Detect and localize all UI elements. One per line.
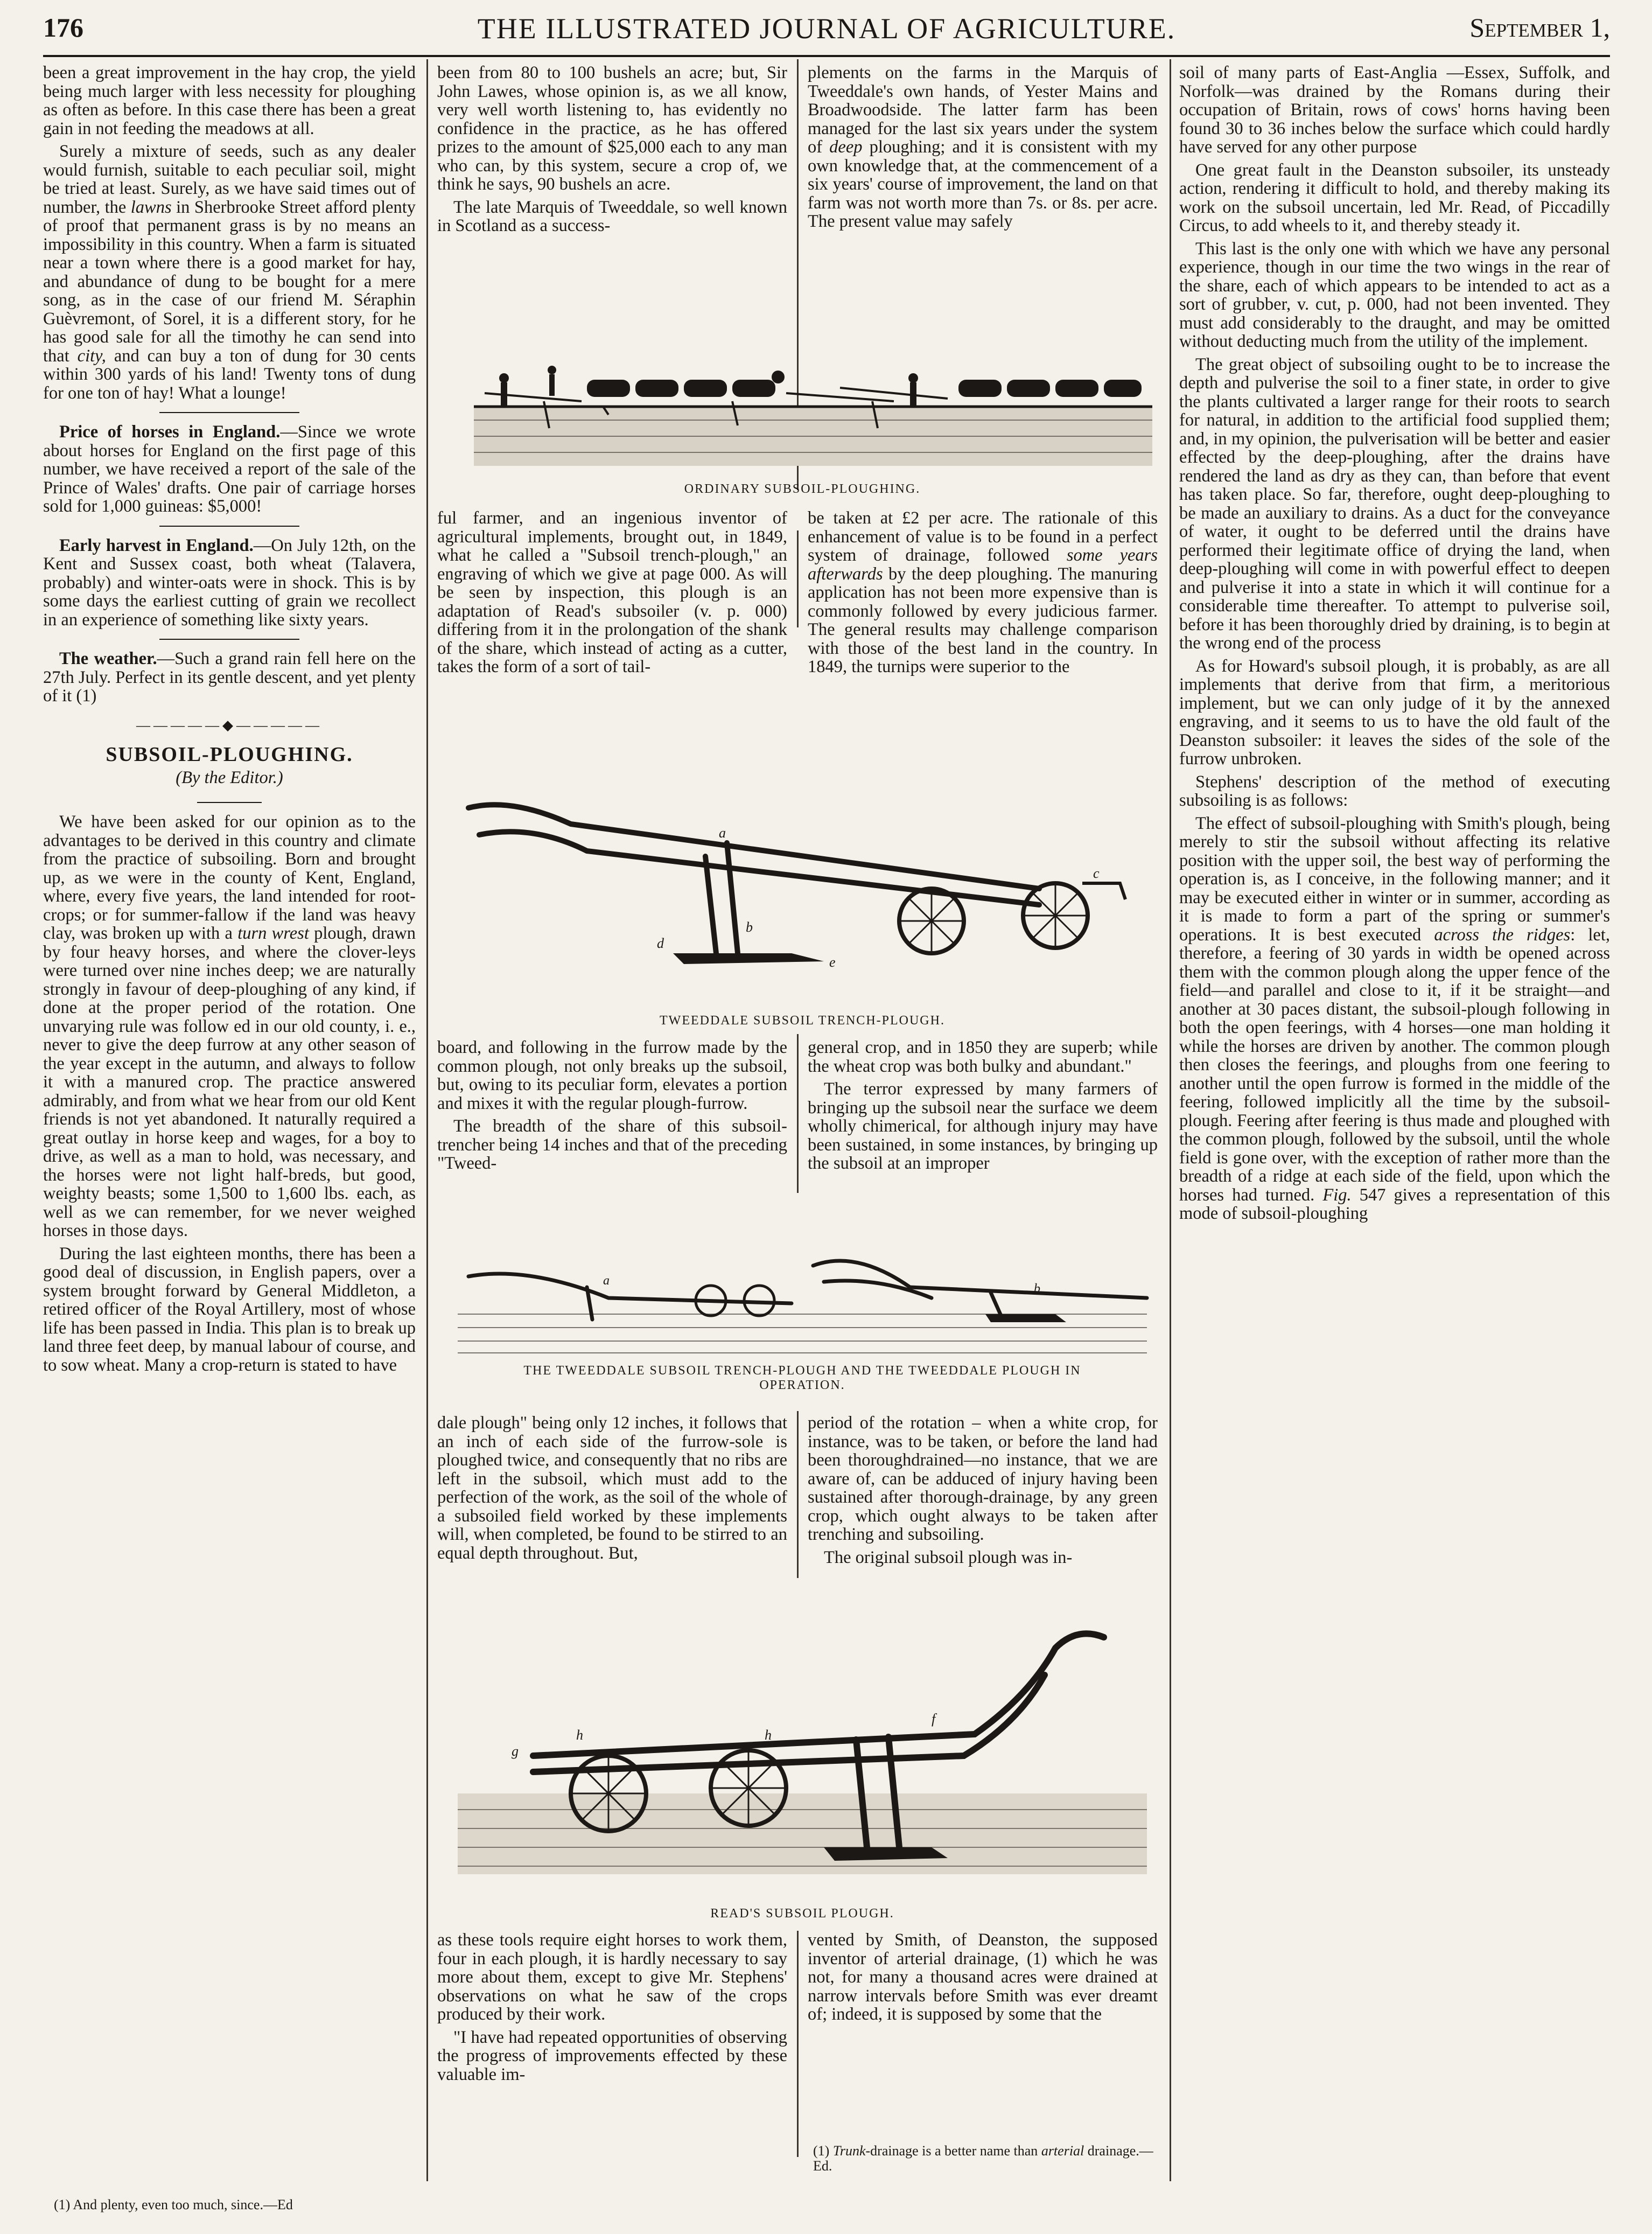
figure-caption: THE TWEEDDALE SUBSOIL TRENCH-PLOUGH AND THE TWEEDDALE PLOUGH IN OPERATION.	[523, 1364, 1081, 1392]
paragraph: The effect of subsoil-ploughing with Smith's plough, being merely to stir the subsoil without affecting its relative position with the upper soil, the best way of performing the operation is, as I conceive, in the following manner; and it may be executed either in winter or in summer, according as it is made to form a part of the spring or summer's operations. It is best executed across the ridges: let, therefore, a feering of 30 yards in width be opened across them with the common plough along the upper fence of the field—and parallel and close to it, if it be straight—and another at 30 paces distant, the subsoil-plough following in both the open feerings, with 4 horses—one man holding it while the horses are driven by another. The common plough then closes the feerings, and ploughs from one feering to another until the open furrow is formed in the middle of the feering, followed implicitly all the time by the subsoil-plough. Feering after feering is thus made and ploughed with the common plough, followed by the subsoil, until the whole field is gone over, with the exception of rather more than the breadth of a ridge at each side of the field, upon which the horses had turned. Fig. 547 gives a representation of this mode of subsoil-ploughing	[1179, 813, 1611, 1223]
issue-date: September 1,	[1469, 12, 1610, 43]
column-divider	[1170, 59, 1171, 2181]
paragraph: board, and following in the furrow made by the common plough, not only breaks up the subsoil, but, owing to its peculiar form, elevates a portion and mixes it with the regular plough-furrow.	[437, 1038, 787, 1113]
page-header	[43, 12, 1610, 50]
paragraph: ful farmer, and an ingenious inventor of agricultural implements, brought out, in 1849, what he called a "Subsoil trench-plough," an engraving of which we give at page 000. As will be seen by inspection, this plough is an adaptation of Read's subsoiler (v. p. 000) differing from it in the prolongation of the shank of the share, which instead of acting as a cutter, takes the form of a sort of tail-	[437, 508, 787, 676]
svg-text:h: h	[576, 1727, 583, 1743]
byline: (By the Editor.)	[176, 767, 283, 787]
figure-caption: READ'S SUBSOIL PLOUGH.	[710, 1907, 894, 1921]
paragraph: We have been asked for our opinion as to the advantages to be derived in this country and climate from the practice of subsoiling. Born and brought up, as we were in the county of Kent, England, where, every five years, the land intended for root-crops; or for summer-fallow if the land was heavy clay, was broken up with a turn wrest plough, drawn by four heavy horses, and where the clover-leys were turned over nine inches deep; we are naturally strongly in favour of deep-ploughing of any kind, if done at the proper period of the rotation. One unvarying rule was follow ed in our old county, i. e., never to give the deep furrow at any other season of the year except in the autumn, and always to follow it with a manured crop. The practice answered admirably, and from what we hear from our old Kent friends is not yet abandoned. It naturally required a great outlay in horse keep and wages, for a boy to drive, as well as a man to hold, was necessary, and the horses were not light half-breds, but good, weighty beasts; some 1,500 to 1,600 lbs. each, as well as we can remember, for we never weighed horses in those days.	[43, 812, 416, 1240]
figure-tweeddale-trench-plough	[447, 792, 1158, 986]
column-divider	[797, 1034, 799, 1193]
paragraph: "I have had repeated opportunities of observing the progress of improvements effected by these valuable im-	[437, 2027, 787, 2084]
column-2-mid	[437, 509, 787, 681]
svg-text:b: b	[1034, 1282, 1040, 1296]
paragraph: During the last eighteen months, there has been a good deal of discussion, in English papers, over a system brought forward by General Middleton, a retired officer of the Royal Artillery, most of whose life has been passed in India. This plan is to break up land three feet deep, by manual labour of course, and to sow wheat. Many a crop-return is stated to have	[43, 1244, 416, 1375]
column-3-top	[808, 64, 1158, 235]
figure-reads-subsoil-plough	[447, 1616, 1158, 1896]
news-item-harvest: Early harvest in England.—On July 12th, on the Kent and Sussex coast, both wheat (Talavera, probably) and winter-oats were in shock. This is by some days the earliest cutting of grain we recollect in an experience of something like sixty years.	[43, 535, 416, 630]
column-divider	[797, 1931, 799, 2157]
column-2-top	[437, 64, 787, 240]
paragraph: general crop, and in 1850 they are superb; while the wheat crop was both bulky and abundant."	[808, 1038, 1158, 1076]
paragraph: Surely a mixture of seeds, such as any dealer would furnish, suitable to each peculiar soil, might be tried at least. Surely, as we have said times out of number, the lawns in Sherbrooke Street afford plenty of proof that permanent grass is by no means an impossibility in this country. When a farm is situated near a town where there is a good market for hay, and abundance of dung to be bought for a mere song, as in the case of our friend M. Séraphin Guèvremont, of Sorel, it is a different story, for he has good sale for all the timothy he can send into that city, and can buy a ton of dung for 30 cents within 300 yards of his land! Twenty tons of dung for one ton of hay! What a lounge!	[43, 142, 416, 403]
column-3-bottom	[808, 1414, 1158, 1571]
divider	[159, 639, 299, 640]
journal-title: THE ILLUSTRATED JOURNAL OF AGRICULTURE.	[477, 12, 1176, 45]
column-3-end	[808, 1931, 1158, 2028]
paragraph: been a great improvement in the hay crop, the yield being much larger with less necessity for ploughing as often as before. In this case there has been a great gain in not feeding the meadows at all.	[43, 63, 416, 138]
paragraph: vented by Smith, of Deanston, the supposed inventor of arterial drainage, (1) which he was not, for many a thousand acres were drained at narrow intervals before Smith was ever dreamt of; indeed, it is supposed by some that the	[808, 1930, 1158, 2024]
column-4	[1179, 64, 1610, 1227]
svg-text:b: b	[746, 919, 753, 935]
paragraph: The terror expressed by many farmers of bringing up the subsoil near the surface we deem wholly chimerical, for although injury may have been sustained, in some instances, by bringing up the subsoil at an improper	[808, 1079, 1158, 1173]
paragraph: soil of many parts of East-Anglia —Essex, Suffolk, and Norfolk—was drained by the Romans during their occupation of Britain, rows of cows' horns having been found 30 to 36 inches below the surface which could hardly have served for any other purpose	[1179, 63, 1610, 157]
paragraph: period of the rotation – when a white crop, for instance, was to be taken, or before the land had been thoroughdrained—no instance, that we are aware of, can be adduced of injury having been sustained after thorough-drainage, by any green crop, which ought always to be taken after trenching and subsoiling.	[808, 1413, 1158, 1544]
paragraph: This last is the only one with which we have any personal experience, though in our time the two wings in the rear of the share, each of which appears to be intended to act as a sort of grubber, v. cut, p. 000, had not been invented. They must add considerably to the draught, and may be omitted without deducting much from the utility of the implement.	[1179, 239, 1610, 351]
column-divider	[797, 1411, 799, 1578]
svg-text:a: a	[719, 825, 726, 841]
svg-text:g: g	[512, 1743, 519, 1759]
paragraph: The late Marquis of Tweeddale, so well known in Scotland as a success-	[437, 197, 787, 235]
svg-text:c: c	[1093, 865, 1100, 881]
svg-text:h: h	[765, 1727, 772, 1743]
svg-text:e: e	[829, 954, 836, 970]
paragraph: As for Howard's subsoil plough, it is probably, as are all implements that derive from that firm, a meritorious implement, but we can only judge of it by the annexed engraving, and it seems to us to have the old fault of the Deanston subsoiler: it leaves the sides of the sole of the furrow unbroken.	[1179, 656, 1610, 769]
divider	[159, 412, 299, 413]
footnote: (1) And plenty, even too much, since.—Ed	[54, 2197, 293, 2212]
divider	[159, 526, 299, 527]
column-2-bottom	[437, 1414, 787, 1567]
figure-caption: TWEEDDALE SUBSOIL TRENCH-PLOUGH.	[660, 1014, 945, 1028]
paragraph: plements on the farms in the Marquis of Tweeddale's own hands, of Yester Mains and Broadwoodside. The latter farm has been managed for the last six years under the system of deep ploughing; and it is consistent with my own knowledge that, at the commencement of a six years' course of improvement, the land on that farm was not worth more than 7s. or 8s. per acre. The present value may safely	[808, 63, 1158, 231]
column-divider	[426, 59, 428, 2181]
column-1	[43, 64, 416, 1379]
paragraph: One great fault in the Deanston subsoiler, its unsteady action, rendering it difficult to hold, and thereby making its work on the subsoil uncertain, led Mr. Read, of Piccadilly Circus, to add wheels to it, and thereby steady it.	[1179, 160, 1610, 235]
column-2-lower	[437, 1038, 787, 1177]
ornament-divider: —————◆—————	[136, 717, 323, 733]
figure-caption: ORDINARY SUBSOIL-PLOUGHING.	[684, 482, 921, 496]
page-number: 176	[43, 12, 83, 43]
paragraph: as these tools require eight horses to work them, four in each plough, it is hardly necessary to say more about them, except to give Mr. Stephens' observations on what he saw of the crops produced by their work.	[437, 1930, 787, 2024]
svg-text:a: a	[603, 1274, 610, 1288]
footnote: (1) Trunk-drainage is a better name than arterial drainage.—Ed.	[813, 2143, 1153, 2174]
header-rule	[43, 55, 1610, 57]
column-divider	[797, 530, 799, 627]
paragraph: be taken at £2 per acre. The rationale of this enhancement of value is to be found in a perfect system of drainage, followed some years afterwards by the deep ploughing. The manuring application has not been more expensive than is commonly followed by every judicious farmer. The general results may challenge comparison with those of the best land in the country. In 1849, the turnips were superior to the	[808, 508, 1158, 676]
news-item-horses: Price of horses in England.—Since we wrote about horses for England on the first page of this number, we have received a report of the sale of the Prince of Wales' drafts. One pair of carriage horses sold for 1,000 guineas: $5,000!	[43, 422, 416, 516]
column-2-end	[437, 1931, 787, 2088]
paragraph: Stephens' description of the method of executing subsoiling is as follows:	[1179, 772, 1610, 810]
divider	[197, 802, 262, 803]
news-item-weather: The weather.—Such a grand rain fell here on the 27th July. Perfect in its gentle descent, and yet plenty of it (1)	[43, 649, 416, 706]
paragraph: The great object of subsoiling ought to be to increase the depth and pulverise the soil to a finer state, in order to give the plants cultivated a larger range for their roots to search for natural, in addition to the artificial food supplied them; and, in my opinion, the pulverisation will be better and easier effected by the deep-ploughing, after the drains have rendered the land as dry as they can, than before that event has taken place. So far, therefore, ought deep-ploughing to be made an auxiliary to drains. As a duct for the conveyance of water, it ought to be deferred until the drains have performed their legitimate office of drying the land, when deep-ploughing will come in with powerful effect to deepen and pulverise it into a state in which it will continue for a considerable time thereafter. To attempt to pulverise soil, before it has been thoroughly dried by draining, is to begin at the wrong end of the process	[1179, 354, 1610, 653]
svg-text:d: d	[657, 936, 664, 951]
figure-ordinary-subsoil-ploughing	[463, 355, 1163, 474]
figure-tweeddale-in-operation	[447, 1233, 1158, 1357]
paragraph: dale plough" being only 12 inches, it follows that an inch of each side of the furrow-sole is ploughed twice, and consequently that no ribs are left in the subsoil, which must add to the perfection of the work, as the soil of the whole of a subsoiled field worked by these implements will, when completed, be found to be stirred to an equal depth throughout. But,	[437, 1413, 787, 1563]
section-title: SUBSOIL-PLOUGHING.	[106, 743, 353, 766]
paragraph: been from 80 to 100 bushels an acre; but, Sir John Lawes, whose opinion is, as we all know, very well worth listening to, has evidently no confidence in the practice, as he has offered prizes to the amount of $25,000 each to any man who can, by this system, secure a crop of, we think he says, 90 bushels an acre.	[437, 63, 787, 194]
column-3-lower	[808, 1038, 1158, 1177]
paragraph: The breadth of the share of this subsoil-trencher being 14 inches and that of the preceding "Tweed-	[437, 1116, 787, 1173]
paragraph: The original subsoil plough was in-	[824, 1547, 1073, 1567]
svg-text:f: f	[932, 1711, 936, 1727]
column-3-mid	[808, 509, 1158, 681]
